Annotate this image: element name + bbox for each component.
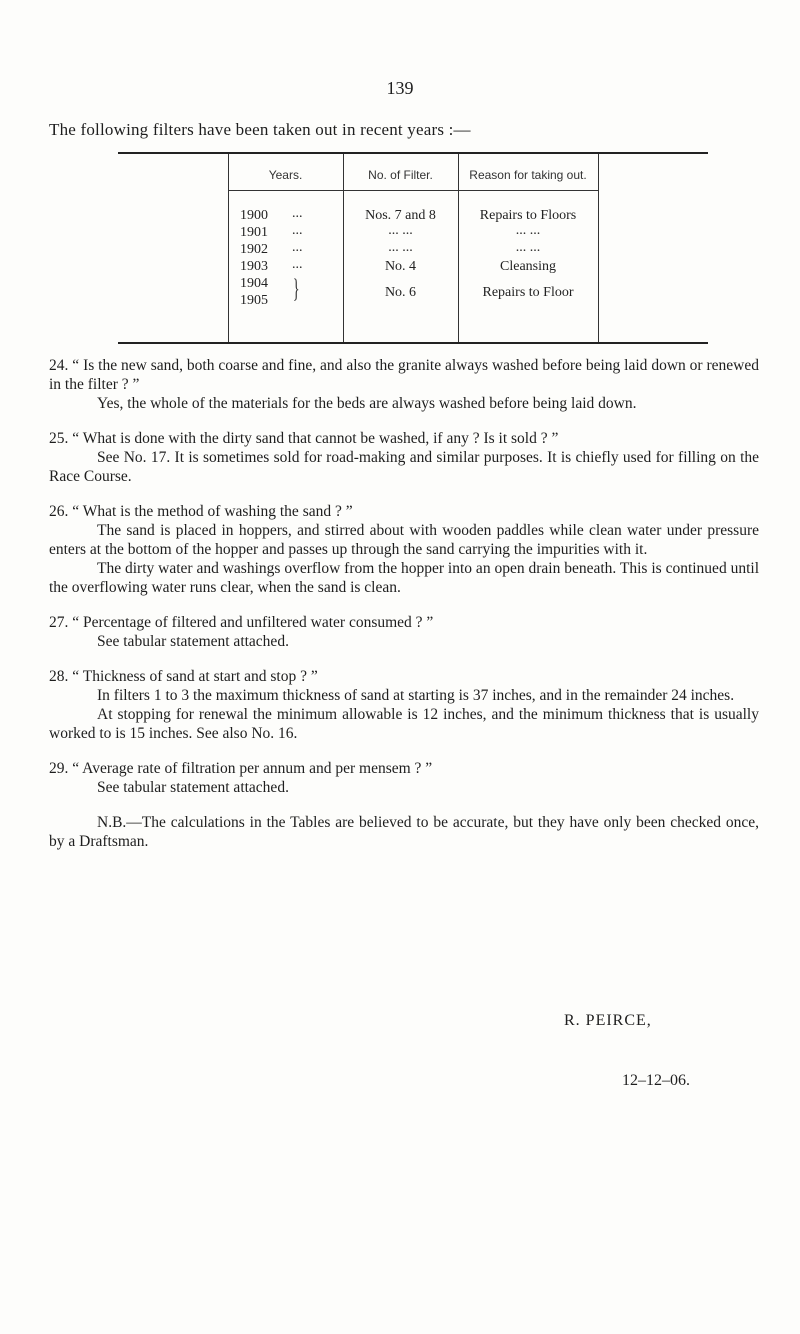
table-row-filter: No. 6 (384, 285, 417, 300)
leader-dots: ... (292, 257, 303, 272)
table-row-reason: Repairs to Floor (482, 285, 574, 300)
answer-24: Yes, the whole of the materials for the beds are always washed before being laid down. (97, 395, 637, 412)
note: N.B.—The calculations in the Tables are believed to be accurate, but they have only been checked once, by a Draftsman. (49, 814, 759, 850)
answer-27: See tabular statement attached. (97, 633, 289, 650)
table-row-year: 1903 (240, 259, 268, 274)
header-rule (228, 190, 598, 191)
column-divider (598, 154, 599, 342)
question-26: 26. “ What is the method of washing the sand ? ” (49, 503, 353, 520)
table-row-year: 1904 (240, 276, 268, 291)
signature: R. PEIRCE, (564, 1012, 652, 1029)
leader-dots: ... (292, 206, 303, 221)
table-row-reason: ... ... (515, 240, 541, 255)
table-row-reason: ... ... (515, 223, 541, 238)
question-28: 28. “ Thickness of sand at start and stop ? ” (49, 668, 318, 685)
leader-dots: ... (292, 240, 303, 255)
column-divider (228, 154, 229, 342)
table-row-year: 1901 (240, 225, 268, 240)
table-row-reason: Cleansing (500, 259, 556, 274)
answer-28-a: In filters 1 to 3 the maximum thickness of sand at starting is 37 inches, and in the remainder 24 inches. (97, 687, 735, 704)
answer-26-b: The dirty water and washings overflow from the hopper into an open drain beneath. This is continued until the overflowing water runs clear, when the sand is clean. (49, 560, 759, 596)
answer-28-b: At stopping for renewal the minimum allowable is 12 inches, and the minimum thickness that is usually worked to is 15 inches. See also No. 16. (49, 706, 759, 742)
question-29: 29. “ Average rate of filtration per annum and per mensem ? ” (49, 760, 433, 777)
table-row-reason: Repairs to Floors (479, 208, 577, 223)
right-brace: } (292, 274, 300, 303)
date: 12–12–06. (622, 1072, 690, 1089)
leader-dots: ... (292, 223, 303, 238)
question-27: 27. “ Percentage of filtered and unfiltered water consumed ? ” (49, 614, 434, 631)
table-row-filter: ... ... (388, 223, 413, 238)
intro-text: The following filters have been taken out in recent years :— (49, 120, 471, 139)
questions-answers (49, 356, 759, 851)
table-row-filter: No. 4 (384, 259, 417, 274)
question-24: 24. “ Is the new sand, both coarse and fine, and also the granite always washed before being laid down or renewed in the filter ? ” (49, 357, 759, 393)
page-number: 139 (386, 78, 414, 98)
filters-table (118, 152, 708, 344)
header-reason: Reason for taking out. (469, 168, 587, 182)
header-filter: No. of Filter. (368, 168, 433, 182)
question-25: 25. “ What is done with the dirty sand that cannot be washed, if any ? Is it sold ? ” (49, 430, 559, 447)
table-row-year: 1902 (240, 242, 268, 257)
table-row-filter: ... ... (388, 240, 413, 255)
table-bottom-rule (118, 342, 708, 344)
header-years: Years. (268, 168, 303, 182)
table-row-year: 1900 (240, 208, 268, 223)
table-row-filter: Nos. 7 and 8 (365, 208, 436, 223)
answer-26-a: The sand is placed in hoppers, and stirred about with wooden paddles while clean water under pressure enters at the bottom of the hopper and passes up through the sand carrying the impurities with it. (49, 522, 759, 558)
answer-29: See tabular statement attached. (97, 779, 289, 796)
answer-25: See No. 17. It is sometimes sold for road-making and similar purposes. It is chiefly used for filling on the Race Course. (49, 449, 759, 485)
table-row-year: 1905 (240, 293, 268, 308)
